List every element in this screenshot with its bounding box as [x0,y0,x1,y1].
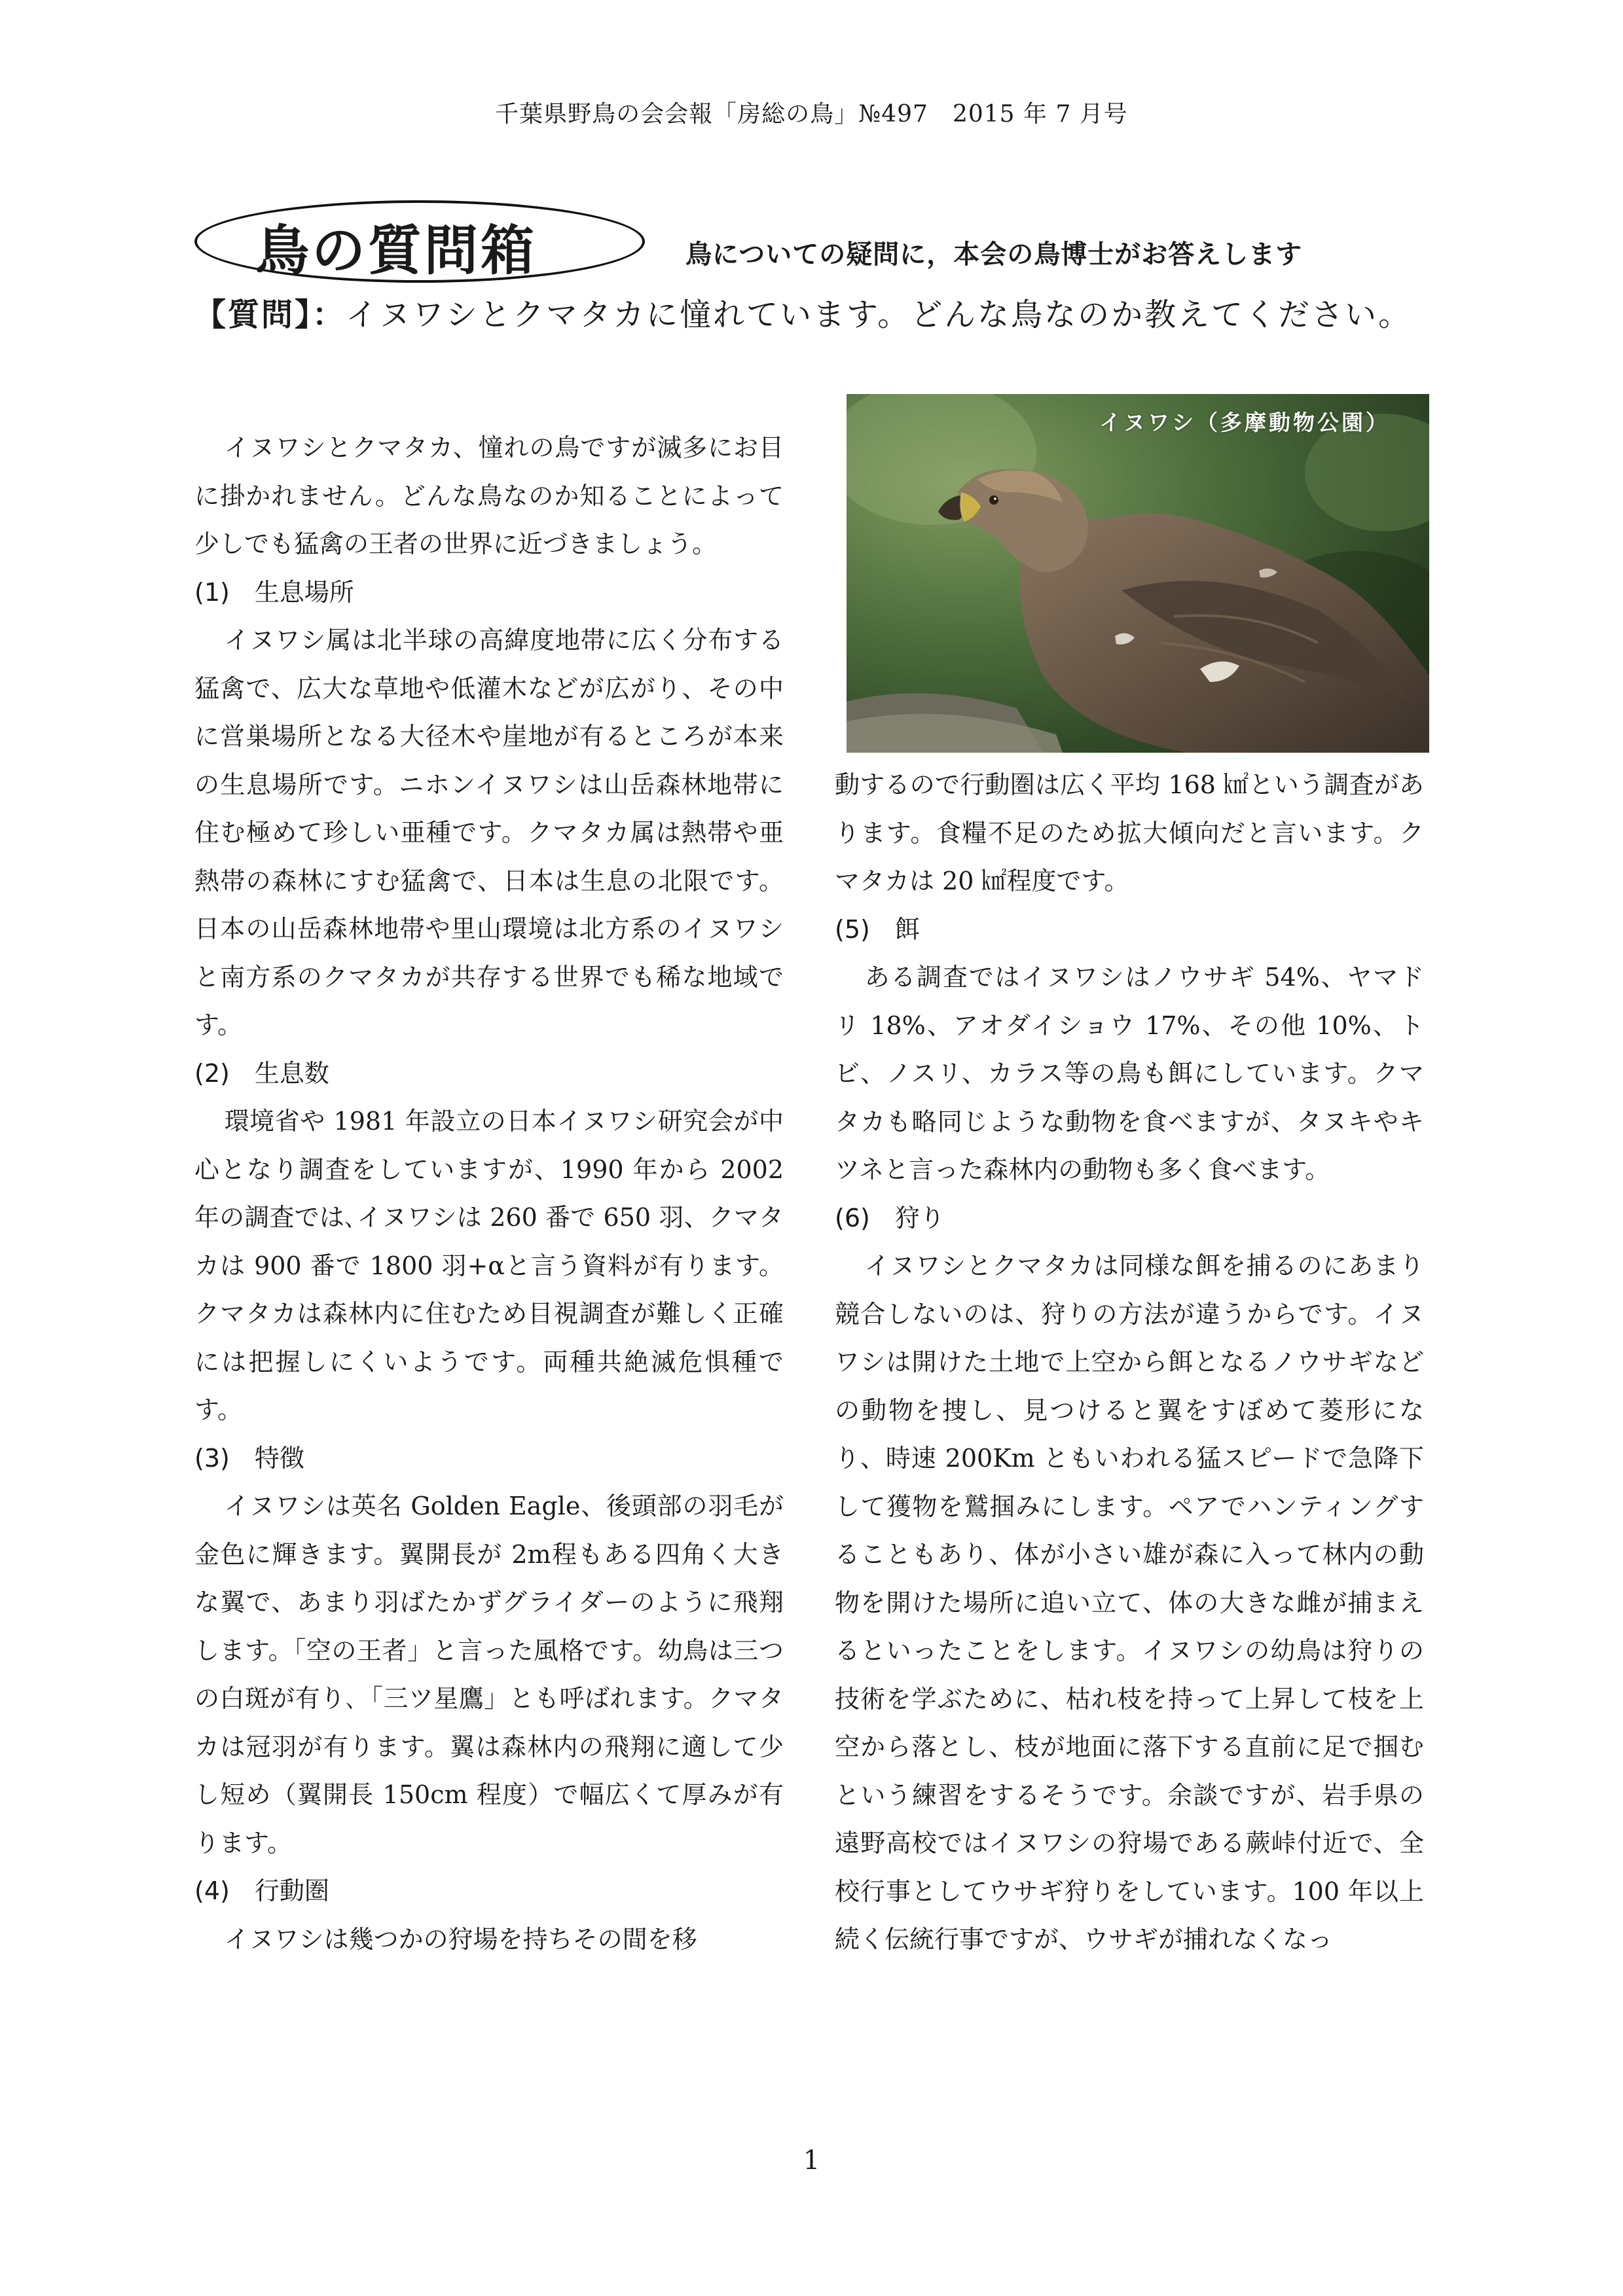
section-body-food: ある調査ではイヌワシはノウサギ 54%、ヤマドリ 18%、アオダイショウ 17%、その他 10%、トビ、ノスリ、カラス等の鳥も餌にしています。クマタカも略同じような動物を食べますが、タヌキやキツネと言った森林内の動物も多く食べます。 [835,963,1424,1184]
golden-eagle-photo [847,394,1429,753]
page-subtitle: 鳥についての疑問に，本会の鳥博士がお答えします [685,240,1303,270]
intro-paragraph: イヌワシとクマタカ、憧れの鳥ですが滅多にお目に掛かれません。どんな鳥なのか知ることによって少しでも猛禽の王者の世界に近づきましょう。 [194,433,784,558]
left-column [194,424,784,1964]
section-body-hunting: イヌワシとクマタカは同様な餌を捕るのにあまり競合しないのは、狩りの方法が違うからです。イヌワシは開けた土地で上空から餌となるノウサギなどの動物を捜し、見つけると翼をすぼめて菱形になり、時速 200Km ともいわれる猛スピードで急降下して獲物を鷲掴みにします。ペアでハンティングすることもあり、体が小さい雄が森に入って林内の動物を開けた場所に追い立て、体の大きな雌が捕まえるといったことをします。イヌワシの幼鳥は狩りの技術を学ぶために、枯れ枝を持って上昇して枝を上空から落とし、枝が地面に落下する直前に足で掴むという練習をするそうです。余談ですが、岩手県の遠野高校ではイヌワシの狩場である蕨峠付近で、全校行事としてウサギ狩りをしています。100 年以上続く伝統行事ですが、ウサギが捕れなくなっ [835,1251,1424,1954]
section-body-range-start: イヌワシは幾つかの狩場を持ちその間を移 [224,1924,697,1954]
section-body-population: 環境省や 1981 年設立の日本イヌワシ研究会が中心となり調査をしていますが、1990 年から 2002 年の調査では､イヌワシは 260 番で 650 羽、クマタカは 900 番で 1800 羽+αと言う資料が有ります。クマタカは森林内に住むため目視調査が難しく正確には把握しにくいようです。両種共絶滅危惧種です。 [194,1107,784,1424]
section-heading-habitat: (1) 生息場所 [194,577,354,607]
question-text: イヌワシとクマタカに憧れています。どんな鳥なのか教えてください。 [346,296,1412,333]
eagle-image [847,394,1429,753]
question-block [194,291,1425,338]
section-body-habitat: イヌワシ属は北半球の高緯度地帯に広く分布する猛禽で、広大な草地や低灌木などが広がり、その中に営巣場所となる大径木や崖地が有るところが本来の生息場所です。ニホンイヌワシは山岳森林地帯に住む極めて珍しい亜種です。クマタカ属は熱帯や亜熱帯の森林にすむ猛禽で、日本は生息の北限です。日本の山岳森林地帯や里山環境は北方系のイヌワシと南方系のクマタカが共存する世界でも稀な地域です。 [194,626,784,1039]
section-heading-hunting: (6) 狩り [835,1203,945,1232]
section-body-range-end: 動するので行動圏は広く平均 168 ㎢という調査があります。食糧不足のため拡大傾向だと言います。クマタカは 20 ㎢程度です。 [835,770,1424,895]
page-title: 鳥の質問箱 [255,220,538,282]
section-heading-population: (2) 生息数 [194,1058,329,1088]
section-body-features: イヌワシは英名 Golden Eagle、後頭部の羽毛が金色に輝きます。翼開長が 2m程もある四角く大きな翼で、あまり羽ばたかずグライダーのように飛翔します。「空の王者」と言った風格です。幼鳥は三つの白斑が有り､「三ツ星鷹」とも呼ばれます。クマタカは冠羽が有ります。翼は森林内の飛翔に適して少し短め（翼開長 150cm 程度）で幅広くて厚みが有ります。 [194,1492,784,1857]
section-heading-features: (3) 特徴 [194,1443,304,1473]
newsletter-header: 千葉県野鳥の会会報「房総の鳥」№497 2015 年 7 月号 [495,101,1128,128]
page-number: 1 [803,2145,820,2176]
right-column [835,761,1424,1964]
section-heading-food: (5) 餌 [835,914,920,944]
photo-caption: イヌワシ（多摩動物公園） [1099,410,1390,435]
question-label: 【質問】： [194,296,346,333]
section-heading-range: (4) 行動圏 [194,1876,329,1905]
